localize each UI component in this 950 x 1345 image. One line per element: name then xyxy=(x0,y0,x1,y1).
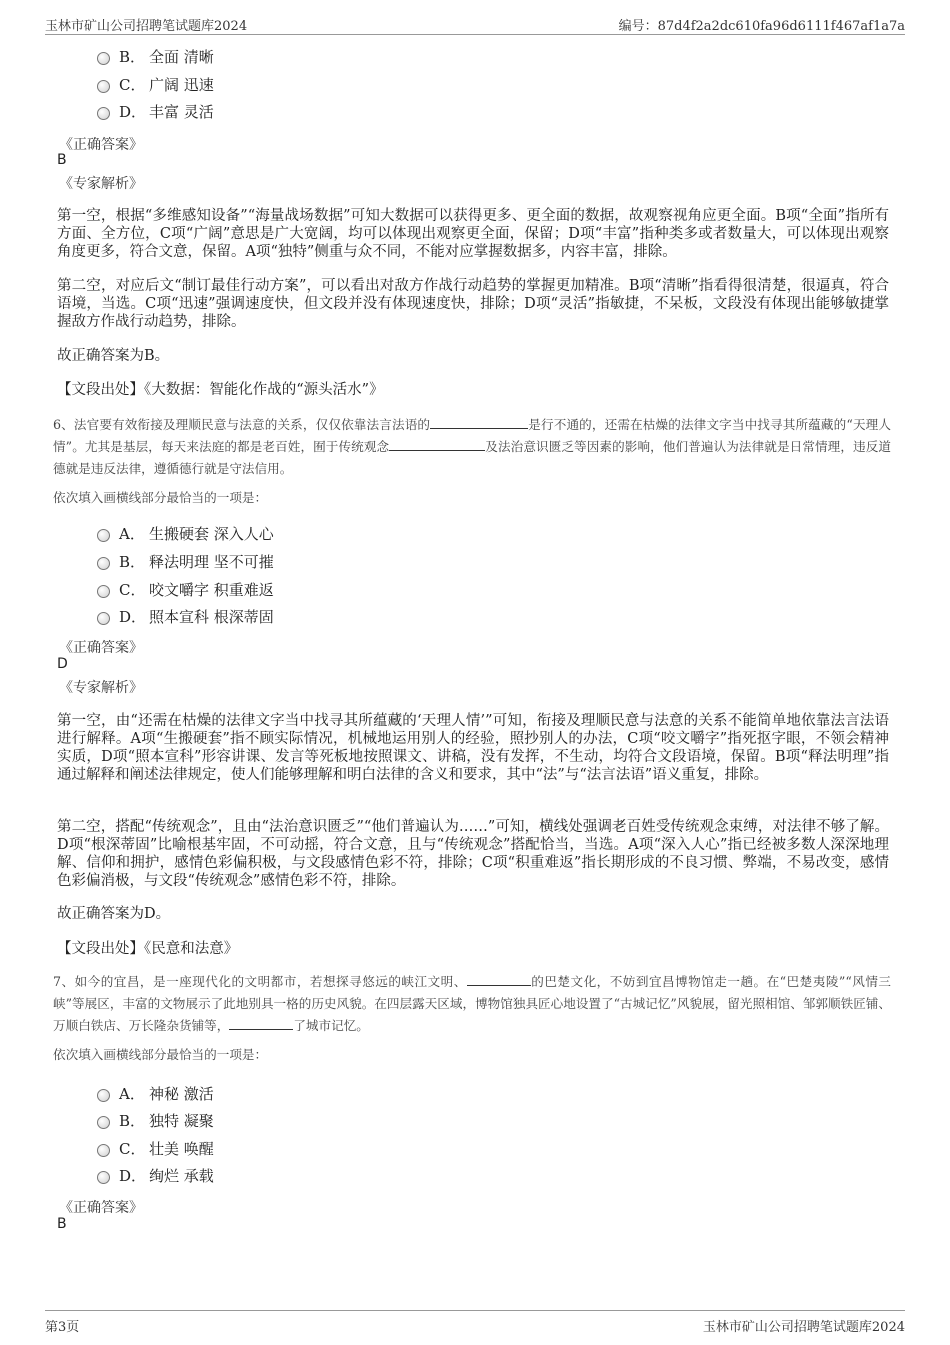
q6-analysis-label: 《专家解析》 xyxy=(59,680,143,696)
q6-answer-label: 《正确答案》 xyxy=(59,640,143,656)
page-number: 第3页 xyxy=(45,1320,80,1335)
q7-option-a[interactable]: A． 神秘 激活 xyxy=(97,1084,214,1104)
q7-answer-label: 《正确答案》 xyxy=(59,1200,143,1216)
q5-option-d[interactable]: D． 丰富 灵活 xyxy=(97,102,214,122)
q7-option-c[interactable]: C． 壮美 唤醒 xyxy=(97,1139,214,1159)
radio-icon[interactable] xyxy=(97,1116,110,1129)
radio-icon[interactable] xyxy=(97,1144,110,1157)
q7-question: 7、如今的宜昌，是一座现代化的文明都市，若想探寻悠远的峡江文明、 的巴楚文化，不妨到宜昌博物馆走一趟。在“巴楚夷陵”“风情三峡”等展区，丰富的文物展示了此地别具一格的历史风貌。在四层露天区域，博物馆独具匠心地设置了“古城记忆”风貌展，留光照相馆、邹郭顺铁匠铺、万顺白铁店、万长隆杂货铺等， 了城市记忆。 xyxy=(53,971,891,1037)
q5-analysis-p1: 第一空，根据“多维感知设备”“海量战场数据”可知大数据可以获得更多、更全面的数据，故观察视角应更全面。B项“全面”指所有方面、全方位，C项“广阔”意思是广大宽阔，均可以体现出观察更全面，保留；D项“丰富”指种类多或者数量大，可以体现出观察角度更多，符合文意，保留。A项“独特”侧重与众不同，不能对应掌握数据多，内容丰富，排除。 xyxy=(57,208,889,260)
header-title: 玉林市矿山公司招聘笔试题库2024 xyxy=(45,19,248,34)
q5-option-c[interactable]: C． 广阔 迅速 xyxy=(97,75,214,95)
q5-analysis-label: 《专家解析》 xyxy=(59,176,143,192)
q7-option-b[interactable]: B． 独特 凝聚 xyxy=(97,1111,214,1131)
q5-conclusion: 故正确答案为B。 xyxy=(57,348,170,364)
blank-line xyxy=(467,971,531,986)
q6-prompt: 依次填入画横线部分最恰当的一项是： xyxy=(53,490,268,505)
q6-answer-value: D xyxy=(57,656,68,672)
page-footer xyxy=(45,1310,905,1335)
q6-option-d[interactable]: D． 照本宣科 根深蒂固 xyxy=(97,607,274,627)
q6-analysis-p1: 第一空，由“还需在枯燥的法律文字当中找寻其所蕴藏的‘天理人情’”可知，衔接及理顺民意与法意的关系不能简单地依靠法言法语进行解释。A项“生搬硬套”指不顾实际情况，机械地运用别人的经验，照抄别人的办法，C项“咬文嚼字”指死抠字眼，不领会精神实质，D项“照本宣科”形容讲课、发言等死板地按照课文、讲稿，没有发挥，不生动，均符合文段语境，保留。B项“释法明理”指通过解释和阐述法律规定，使人们能够理解和明白法律的含义和要求，其中“法”与“法言法语”语义重复，排除。 xyxy=(57,713,889,783)
blank-line xyxy=(430,414,528,429)
radio-icon[interactable] xyxy=(97,80,110,93)
q6-analysis-p2: 第二空，搭配“传统观念”，且由“法治意识匮乏”“他们普遍认为……”可知，横线处强调老百姓受传统观念束缚，对法律不够了解。D项“根深蒂固”比喻根基牢固，不可动摇，符合文意，且与“传统观念”搭配恰当，当选。A项“深入人心”指已经被多数人深深地理解、信仰和拥护，感情色彩偏积极，与文段感情色彩不符，排除；C项“积重难返”指长期形成的不良习惯、弊端，不易改变，感情色彩偏消极，与文段“传统观念”感情色彩不符，排除。 xyxy=(57,819,889,889)
radio-icon[interactable] xyxy=(97,52,110,65)
radio-icon[interactable] xyxy=(97,107,110,120)
q7-prompt: 依次填入画横线部分最恰当的一项是： xyxy=(53,1047,268,1062)
q5-analysis-p2: 第二空，对应后文“制订最佳行动方案”，可以看出对敌方作战行动趋势的掌握更加精准。B项“清晰”指看得很清楚，很逼真，符合语境，当选。C项“迅速”强调速度快，但文段并没有体现速度快，排除；D项“灵活”指敏捷，不呆板，文段没有体现出能够敏捷掌握敌方作战行动趋势，排除。 xyxy=(57,278,889,330)
q6-option-c[interactable]: C． 咬文嚼字 积重难返 xyxy=(97,580,274,600)
radio-icon[interactable] xyxy=(97,557,110,570)
q6-question: 6、法官要有效衔接及理顺民意与法意的关系，仅仅依靠法言法语的 是行不通的，还需在枯燥的法律文字当中找寻其所蕴藏的“天理人情”。尤其是基层，每天来法庭的都是老百姓，囿于传统观念 及法治意识匮乏等因素的影响，他们普遍认为法律就是日常情理，违反道德就是违反法律，遵循德行就是守法信用。 xyxy=(53,414,891,480)
q6-source: 【文段出处】《民意和法意》 xyxy=(57,941,239,957)
radio-icon[interactable] xyxy=(97,585,110,598)
q5-source: 【文段出处】《大数据：智能化作战的“源头活水”》 xyxy=(57,382,384,398)
header-serial: 编号：87d4f2a2dc610fa96d6111f467af1a7a xyxy=(618,19,905,34)
page-header xyxy=(45,12,905,35)
q6-option-b[interactable]: B． 释法明理 坚不可摧 xyxy=(97,552,274,572)
q5-option-b[interactable]: B． 全面 清晰 xyxy=(97,47,214,67)
radio-icon[interactable] xyxy=(97,1171,110,1184)
q5-answer-label: 《正确答案》 xyxy=(59,137,143,153)
footer-title: 玉林市矿山公司招聘笔试题库2024 xyxy=(702,1320,905,1335)
blank-line xyxy=(229,1015,293,1030)
q6-option-a[interactable]: A． 生搬硬套 深入人心 xyxy=(97,524,274,544)
q7-option-d[interactable]: D． 绚烂 承载 xyxy=(97,1166,214,1186)
blank-line xyxy=(389,436,485,451)
radio-icon[interactable] xyxy=(97,612,110,625)
q5-answer-value: B xyxy=(57,152,67,168)
q7-answer-value: B xyxy=(57,1216,67,1232)
radio-icon[interactable] xyxy=(97,1089,110,1102)
q6-conclusion: 故正确答案为D。 xyxy=(57,906,171,922)
radio-icon[interactable] xyxy=(97,529,110,542)
